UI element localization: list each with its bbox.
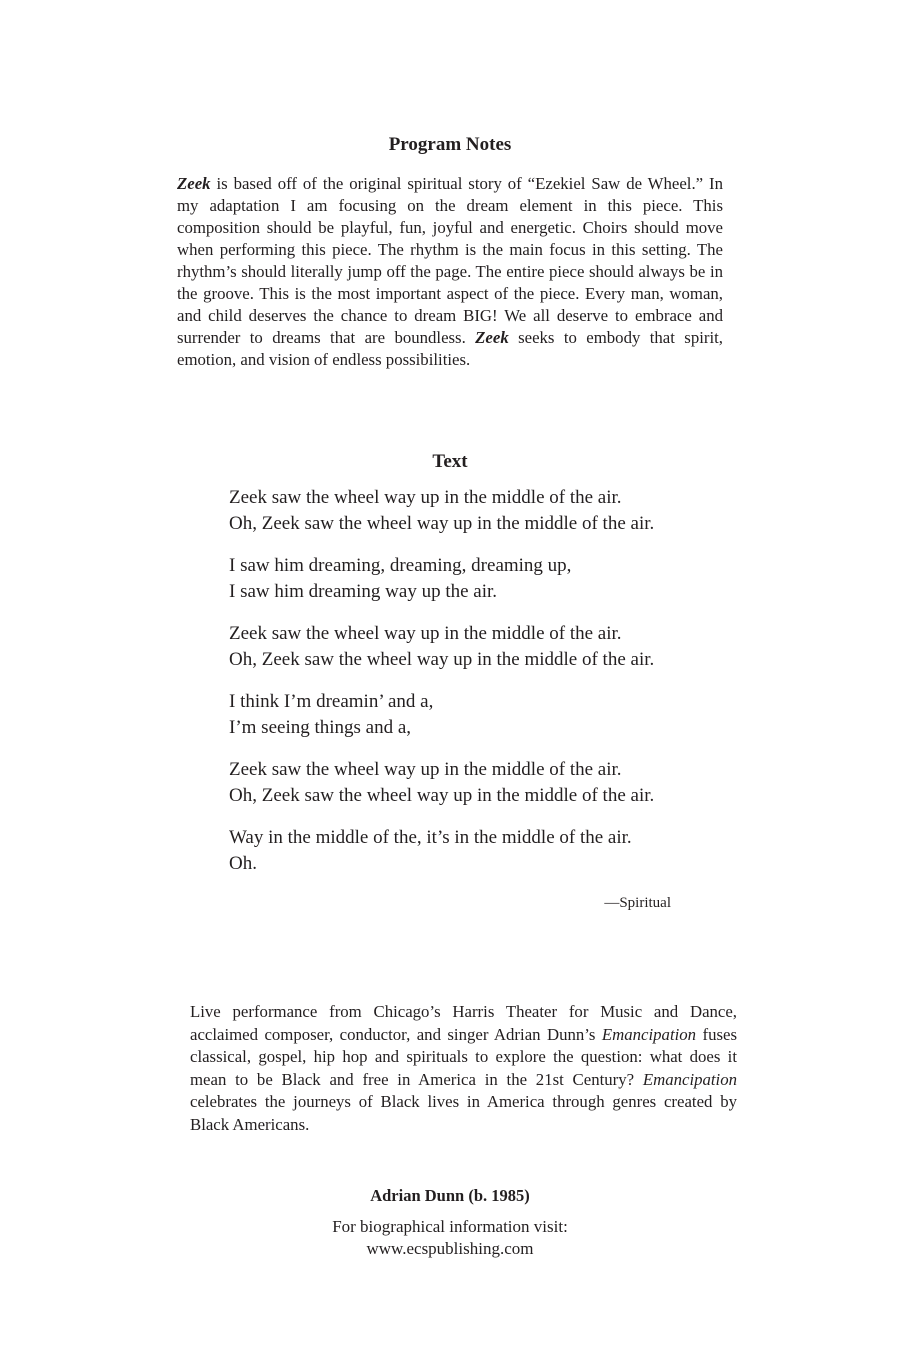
stanza [229,825,709,877]
piece-title: Zeek [177,174,211,193]
work-title: Emancipation [601,1024,697,1044]
description-text-1: Live performance from Chicago’s Harris Theater for Music and Dance, acclaimed composer, conductor, and singer Adrian Dunn’s [190,1002,737,1044]
lyric-line: Zeek saw the wheel way up in the middle of the air. [229,487,622,508]
lyric-line: Zeek saw the wheel way up in the middle of the air. [229,623,622,644]
description-text-2: fuses classical, gospel, hip hop and spirituals to explore the question: what does it mean to be Black and free in America in the 21st Century? [190,1024,737,1089]
stanza [229,621,709,673]
lyric-line: I saw him dreaming, dreaming, dreaming up, [229,555,572,576]
website-link[interactable]: www.ecspublishing.com [366,1239,534,1258]
lyric-line: I’m seeing things and a, [229,717,412,738]
description-text-3: celebrates the journeys of Black lives in America through genres created by Black Americans. [190,1092,737,1134]
lyric-line: I saw him dreaming way up the air. [229,581,498,602]
piece-title: Zeek [475,328,509,347]
stanza [229,485,709,537]
stanza [229,689,709,741]
lyric-line: Zeek saw the wheel way up in the middle of the air. [229,759,622,780]
bio-line: For biographical information visit: [332,1217,568,1236]
stanza [229,757,709,809]
lyric-line: Way in the middle of the, it’s in the middle of the air. [229,827,632,848]
program-notes-body [177,173,723,371]
lyrics-attribution: —Spiritual [604,895,671,911]
work-title: Emancipation [642,1069,737,1089]
lyrics [229,485,709,893]
lyric-line: Oh, Zeek saw the wheel way up in the middle of the air. [229,785,655,806]
program-notes-heading: Program Notes [388,134,512,155]
lyric-line: Oh, Zeek saw the wheel way up in the middle of the air. [229,649,655,670]
stanza [229,553,709,605]
lyric-line: I think I’m dreamin’ and a, [229,691,434,712]
lyric-line: Oh, Zeek saw the wheel way up in the middle of the air. [229,513,655,534]
album-description [190,1001,737,1136]
program-notes-text-2: seeks to embody that spirit, emotion, and vision of endless possibilities. [177,328,723,369]
lyric-line: Oh. [229,853,257,874]
bio-info [0,1216,900,1260]
composer-name: Adrian Dunn (b. 1985) [370,1186,530,1205]
program-notes-text-1: is based off of the original spiritual story of “Ezekiel Saw de Wheel.” In my adaptation I am focusing on the dream element in this piece. This composition should be playful, fun, joyful and energetic. Choirs should move when performing this piece. The rhythm is the main focus in this setting. The rhythm’s should literally jump off the page. The entire piece should always be in the groove. This is the most important aspect of the piece. Every man, woman, and child deserves the chance to dream BIG! We all deserve to embrace and surrender to dreams that are boundless. [177,174,723,347]
text-heading: Text [432,451,468,472]
